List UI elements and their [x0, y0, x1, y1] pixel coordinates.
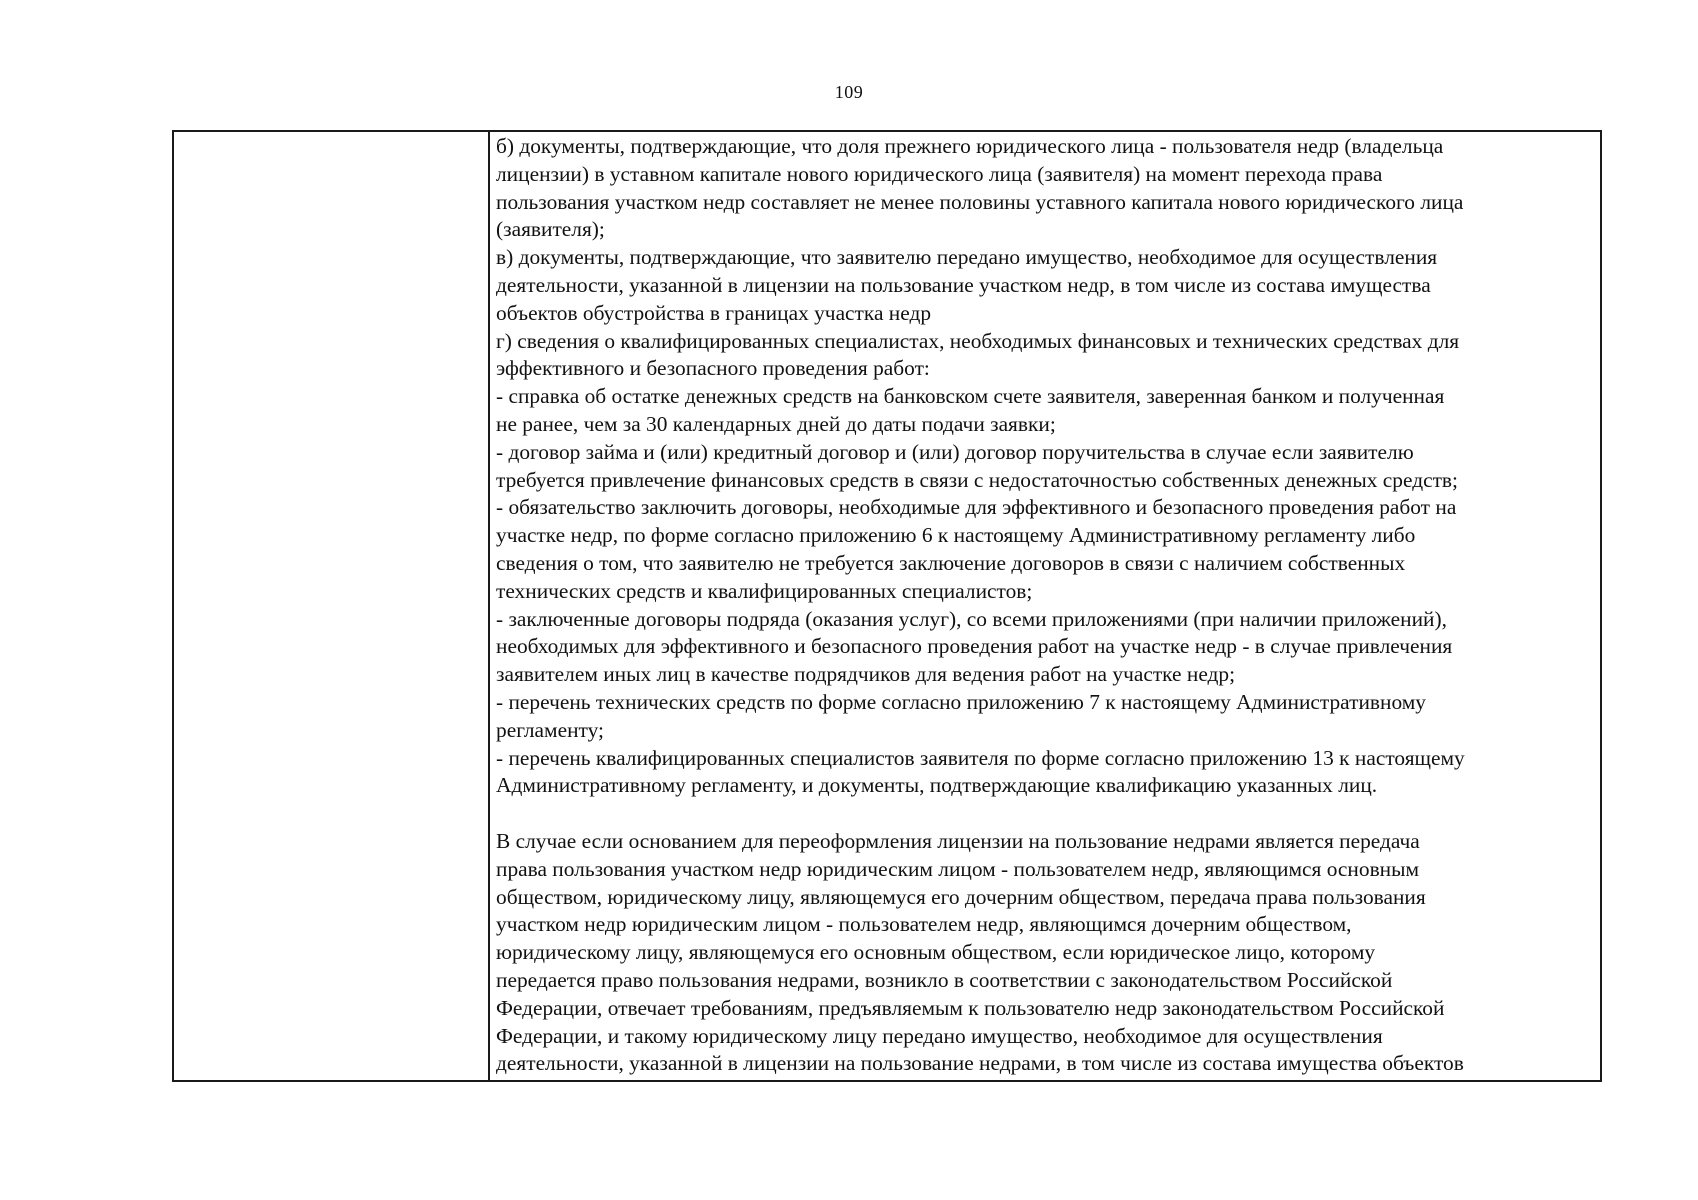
- text-line: обществом, юридическому лицу, являющемуся его дочерним обществом, передача права пользования: [496, 884, 1426, 909]
- text-line: участком недр юридическим лицом - пользователем недр, являющимся дочерним обществом,: [496, 912, 1352, 937]
- document-table: [172, 130, 1602, 1082]
- text-line: требуется привлечение финансовых средств в связи с недостаточностью собственных денежных средств;: [496, 467, 1458, 492]
- text-line: лицензии) в уставном капитале нового юридического лица (заявителя) на момент перехода права: [496, 161, 1383, 186]
- text-line: г) сведения о квалифицированных специалистах, необходимых финансовых и технических средствах для: [496, 328, 1460, 353]
- text-line: - справка об остатке денежных средств на банковском счете заявителя, заверенная банком и полученная: [496, 384, 1445, 409]
- text-line: объектов обустройства в границах участка недр: [496, 300, 932, 325]
- text-line: сведения о том, что заявителю не требуется заключение договоров в связи с наличием собственных: [496, 550, 1406, 575]
- text-line: в) документы, подтверждающие, что заявителю передано имущество, необходимое для осуществления: [496, 245, 1438, 270]
- text-line: (заявителя);: [496, 217, 605, 242]
- text-line: - заключенные договоры подряда (оказания услуг), со всеми приложениями (при наличии приложений),: [496, 606, 1447, 631]
- table-right-cell: [490, 132, 1600, 1080]
- requirements-list-block: [496, 133, 1594, 800]
- text-line: деятельности, указанной в лицензии на пользование участком недр, в том числе из состава имущества: [496, 272, 1431, 297]
- text-line: регламенту;: [496, 717, 604, 742]
- text-line: Административному регламенту, и документы, подтверждающие квалификацию указанных лиц.: [496, 773, 1378, 798]
- text-line: технических средств и квалифицированных специалистов;: [496, 578, 1033, 603]
- text-line: деятельности, указанной в лицензии на пользование недрами, в том числе из состава имущества объектов: [496, 1051, 1464, 1076]
- text-line: эффективного и безопасного проведения работ:: [496, 356, 930, 381]
- text-line: необходимых для эффективного и безопасного проведения работ на участке недр - в случае привлечения: [496, 634, 1453, 659]
- text-line: Федерации, отвечает требованиям, предъявляемым к пользователю недр законодательством Российской: [496, 995, 1445, 1020]
- text-line: пользования участком недр составляет не менее половины уставного капитала нового юридического лица: [496, 189, 1464, 214]
- text-line: заявителем иных лиц в качестве подрядчиков для ведения работ на участке недр;: [496, 662, 1236, 687]
- text-line: участке недр, по форме согласно приложению 6 к настоящему Административному регламенту либо: [496, 523, 1416, 548]
- text-line: В случае если основанием для переоформления лицензии на пользование недрами является передача: [496, 828, 1420, 853]
- text-line: - обязательство заключить договоры, необходимые для эффективного и безопасного проведения работ на: [496, 495, 1457, 520]
- text-line: - договор займа и (или) кредитный договор и (или) договор поручительства в случае если заявителю: [496, 439, 1414, 464]
- text-line: передается право пользования недрами, возникло в соответствии с законодательством Российской: [496, 967, 1393, 992]
- reissue-condition-paragraph: [496, 828, 1594, 1078]
- text-line: не ранее, чем за 30 календарных дней до даты подачи заявки;: [496, 411, 1056, 436]
- text-line: Федерации, и такому юридическому лицу передано имущество, необходимое для осуществления: [496, 1023, 1383, 1048]
- text-line: права пользования участком недр юридическим лицом - пользователем недр, являющимся основным: [496, 856, 1420, 881]
- page-number: 109: [834, 82, 864, 102]
- text-line: - перечень технических средств по форме согласно приложению 7 к настоящему Административному: [496, 689, 1426, 714]
- text-line: юридическому лицу, являющемуся его основным обществом, если юридическое лицо, которому: [496, 940, 1376, 965]
- text-line: б) документы, подтверждающие, что доля прежнего юридического лица - пользователя недр (владельца: [496, 134, 1444, 158]
- text-line: - перечень квалифицированных специалистов заявителя по форме согласно приложению 13 к настоящему: [496, 745, 1465, 770]
- paragraph-gap: [496, 800, 1594, 828]
- table-left-cell: [174, 132, 490, 1080]
